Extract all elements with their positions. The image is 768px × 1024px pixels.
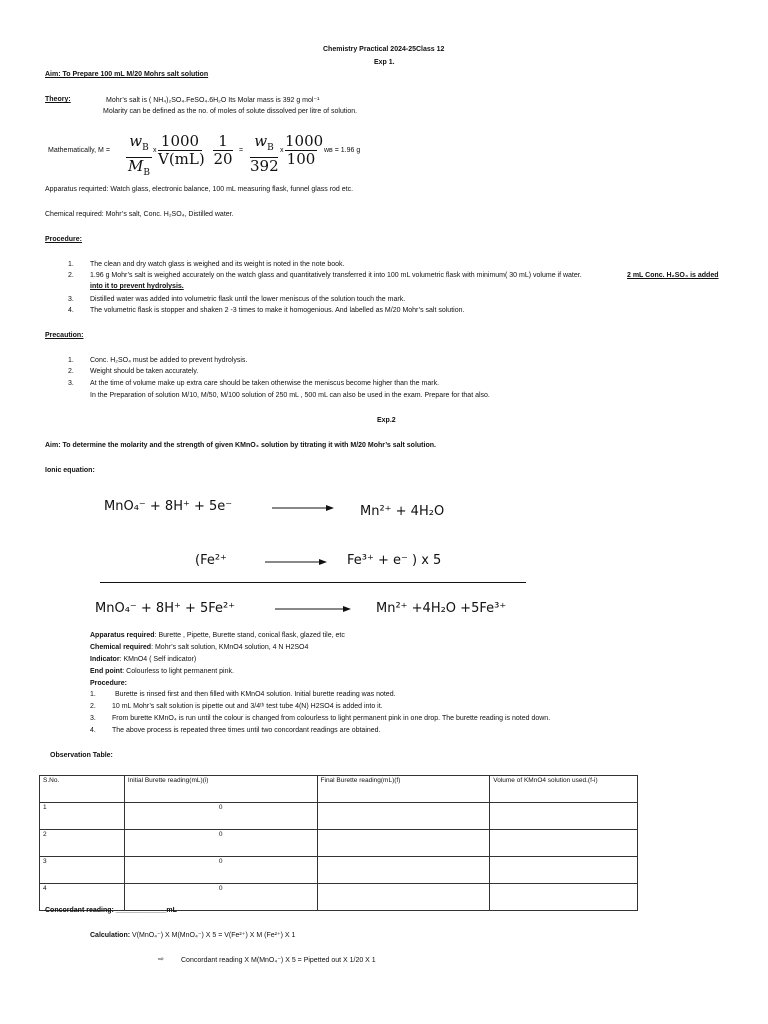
table-cell: 3 (40, 857, 125, 884)
list-number: 4. (68, 307, 74, 314)
wb2-subscript: B (267, 143, 274, 153)
table-header-cell: Final Burette reading(mL)(f) (317, 776, 490, 803)
implies-text: Concordant reading X M(MnO₄⁻) X 5 = Pipetted out X 1/20 X 1 (181, 957, 376, 964)
fraction-1000-100 (285, 132, 324, 168)
theory-line-1: Mohr’s salt is ( NH₄)₂SO₄.FeSO₄.6H₂O Its Molar mass is 392 g mol⁻¹ (106, 97, 320, 104)
thousand2-numerator: 1000 (285, 132, 324, 150)
table-row (40, 857, 638, 884)
list-number: 1. (68, 261, 74, 268)
observation-table-label: Observation Table: (50, 752, 113, 759)
precaution-label: Precaution: (45, 332, 84, 339)
implies-icon: ⇨ (158, 956, 164, 963)
exp1-procedure-label: Procedure: (45, 236, 82, 243)
exp2-aim: Aim: To determine the molarity and the strength of given KMnO₄ solution by titrating it with M/20 Mohr’s salt solution. (45, 442, 436, 449)
list-number: 2. (68, 272, 74, 279)
exp1-procedure-item-2-cont: into it to prevent hydrolysis. (90, 283, 184, 290)
list-text: The volumetric flask is stopper and shaken 2 -3 times to make it homogenious. And labelled as M/20 Mohr’s salt solution. (90, 307, 465, 314)
calculation-label: Calculation: (90, 932, 131, 939)
exp1-note: In the Preparation of solution M/10, M/50, M/100 solution of 250 mL , 500 mL can also be used in the exam. Prepare for that also. (90, 392, 490, 399)
exp2-indicator-label: Indicator (90, 656, 120, 663)
mb-symbol: M (128, 157, 144, 175)
list-text: Distilled water was added into volumetric flask until the lower meniscus of the solution touch the mark. (90, 296, 406, 303)
calculation (90, 931, 295, 939)
table-cell (490, 884, 638, 911)
exp2-apparatus-text: : Burette , Pipette, Burette stand, conical flask, glazed tile, etc (154, 632, 345, 639)
exp2-apparatus-label: Apparatus required (90, 632, 155, 639)
exp1-heading: Exp 1. (374, 59, 395, 66)
table-cell: 0 (124, 857, 317, 884)
wb2-symbol: w (254, 132, 268, 150)
table-cell (490, 830, 638, 857)
equals-sign: = (239, 147, 244, 154)
list-number: 2. (90, 703, 96, 710)
table-header-cell: Initial Burette reading(mL)(i) (124, 776, 317, 803)
list-number: 3. (90, 715, 96, 722)
fraction-wb-mb (126, 133, 152, 182)
eq2-right: Fe³⁺ + e⁻ ) x 5 (347, 553, 442, 568)
list-text: The clean and dry watch glass is weighed and its weight is noted in the note book. (90, 261, 345, 268)
one-numerator: 1 (218, 132, 228, 150)
fraction-wb-392 (250, 133, 278, 175)
table-cell: 0 (124, 803, 317, 830)
eq1-arrow-icon (272, 504, 334, 512)
hundred-denominator: 100 (286, 150, 316, 168)
vml-denominator: V(mL) (158, 150, 205, 168)
theory-line-2: Molarity can be defined as the no. of moles of solute dissolved per litre of solution. (103, 108, 358, 115)
mb-subscript: B (143, 168, 150, 178)
table-cell: 2 (40, 830, 125, 857)
eq3-right: Mn²⁺ +4H₂O +5Fe³⁺ (376, 601, 507, 616)
table-cell (317, 803, 490, 830)
exp2-endpoint-text: : Colourless to light permanent pink. (122, 668, 234, 675)
table-header-cell: Volume of KMnO4 solution used.(f-i) (490, 776, 638, 803)
exp1-aim: Aim: To Prepare 100 mL M/20 Mohrs salt solution (45, 71, 209, 78)
table-cell: 0 (124, 884, 317, 911)
exp1-apparatus: Apparatus requirted: Watch glass, electronic balance, 100 mL measuring flask, funnel glass rod etc. (45, 186, 354, 193)
exp2-indicator (90, 656, 196, 663)
table-cell (490, 803, 638, 830)
equation-divider (100, 582, 526, 583)
observation-table (39, 775, 638, 911)
list-text: 1.96 g Mohr’s salt is weighed accurately on the watch glass and quantitatively transferred it into 100 mL volumetric flask with minimum( 30 mL) volume if water. (90, 272, 582, 279)
list-text: Weight should be taken accurately. (90, 368, 199, 375)
twenty-denominator: 20 (213, 150, 233, 168)
exp2-chemical-text: : Mohr’s salt solution, KMnO4 solution, 4 N H2SO4 (151, 644, 309, 651)
exp2-chemical (90, 644, 308, 651)
theory-label: Theory: (45, 96, 71, 103)
exp2-apparatus (90, 632, 345, 639)
list-text: At the time of volume make up extra care should be taken otherwise the meniscus become higher than the mark. (90, 380, 440, 387)
exp2-indicator-text: : KMnO4 ( Self indicator) (119, 656, 197, 663)
wb-symbol: w (129, 132, 143, 150)
list-text: 10 mL Mohr’s salt solution is pipette out and 3/4ᵗʰ test tube 4(N) H2SO4 is added into it. (112, 703, 383, 710)
three92-denominator: 392 (250, 157, 279, 175)
calculation-text: V(MnO₄⁻) X M(MnO₄⁻) X 5 = V(Fe²⁺) X M (Fe²⁺) X 1 (130, 932, 296, 939)
eq1-right: Mn²⁺ + 4H₂O (360, 504, 445, 519)
table-cell (317, 830, 490, 857)
eq2-left: (Fe²⁺ (195, 553, 227, 568)
list-text: From burette KMnO₄ is run until the colour is changed from colourless to light permanent pink in one drop. The burette reading is noted down. (112, 715, 551, 722)
list-number: 1. (68, 357, 74, 364)
table-cell: 0 (124, 830, 317, 857)
table-header-row (40, 776, 638, 803)
ionic-equation-label: Ionic equation: (45, 467, 95, 474)
list-number: 3. (68, 380, 74, 387)
list-number: 1. (90, 691, 96, 698)
list-text: The above process is repeated three times until two concordant readings are obtained. (112, 727, 381, 734)
table-cell (317, 884, 490, 911)
list-number: 2. (68, 368, 74, 375)
eq1-left: MnO₄⁻ + 8H⁺ + 5e⁻ (104, 499, 233, 514)
list-number: 4. (90, 727, 96, 734)
eq3-left: MnO₄⁻ + 8H⁺ + 5Fe²⁺ (95, 601, 236, 616)
eq2-arrow-icon (265, 558, 327, 566)
times-1: x (153, 147, 157, 154)
list-number: 3. (68, 296, 74, 303)
concordant-reading: Concordant reading: _____________mL (45, 907, 177, 914)
list-text: Burette is rinsed first and then filled with KMnO4 solution. Initial burette reading was noted. (115, 691, 396, 698)
fraction-1-20 (213, 133, 233, 168)
times-2: x (280, 147, 284, 154)
table-row (40, 830, 638, 857)
exp2-heading: Exp.2 (377, 417, 396, 424)
table-cell (490, 857, 638, 884)
list-text: Conc. H₂SO₄ must be added to prevent hydrolysis. (90, 357, 248, 364)
table-row (40, 803, 638, 830)
exp2-endpoint-label: End point (90, 668, 123, 675)
wb-subscript: B (142, 143, 149, 153)
formula-result: wʙ = 1.96 g (324, 147, 361, 154)
eq3-arrow-icon (275, 605, 351, 613)
thousand-numerator: 1000 (160, 132, 200, 150)
document-title: Chemistry Practical 2024-25Class 12 (323, 46, 445, 53)
fraction-1000-vml (158, 132, 205, 168)
table-cell: 1 (40, 803, 125, 830)
exp2-endpoint (90, 668, 234, 675)
table-header-cell: S.No. (40, 776, 125, 803)
exp1-chemicals: Chemical required: Mohr’s salt, Conc. H₂SO₄, Distilled water. (45, 211, 234, 218)
exp1-procedure-item-2-bold: 2 mL Conc. H₂SO₄ is added (627, 272, 719, 279)
table-cell (317, 857, 490, 884)
math-label: Mathematically, M = (48, 147, 110, 154)
table-cell: 4 (40, 884, 125, 911)
exp2-procedure-label: Procedure: (90, 680, 127, 687)
exp2-chemical-label: Chemical required (90, 644, 152, 651)
